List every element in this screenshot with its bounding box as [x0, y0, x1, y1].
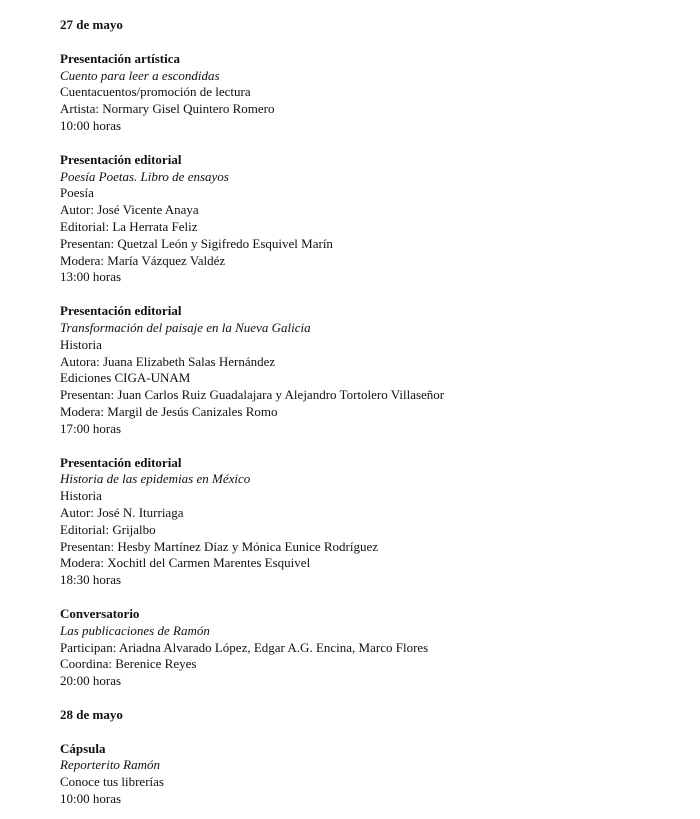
event-detail: Conoce tus librerías	[60, 774, 164, 790]
event-detail: Artista: Normary Gisel Quintero Romero	[60, 101, 275, 117]
event-type: Presentación editorial	[60, 454, 182, 470]
event-title: Transformación del paisaje en la Nueva Galicia	[60, 319, 311, 335]
event-detail: Cuentacuentos/promoción de lectura	[60, 84, 251, 100]
event-time: 20:00 horas	[60, 673, 122, 689]
event-detail: Historia	[60, 488, 102, 504]
event-detail: Presentan: Quetzal León y Sigifredo Esquivel Marín	[60, 235, 333, 251]
event-detail: Editorial: Grijalbo	[60, 521, 156, 537]
event-type: Presentación artística	[60, 50, 180, 66]
event-detail: Autor: José Vicente Anaya	[60, 202, 199, 218]
event-title: Cuento para leer a escondidas	[60, 67, 220, 83]
event-detail: Participan: Ariadna Alvarado López, Edgar A.G. Encina, Marco Flores	[60, 639, 429, 655]
event-detail: Modera: María Vázquez Valdéz	[60, 252, 226, 268]
event-time: 13:00 horas	[60, 269, 122, 285]
event-type: Cápsula	[60, 740, 106, 756]
event-detail: Autora: Juana Elizabeth Salas Hernández	[60, 353, 276, 369]
event-title: Reporterito Ramón	[60, 757, 161, 773]
day-date: 28 de mayo	[60, 706, 123, 722]
event-block	[60, 303, 700, 437]
event-time: 10:00 horas	[60, 791, 122, 807]
event-block	[60, 606, 700, 690]
event-detail: Historia	[60, 336, 102, 352]
event-type: Presentación editorial	[60, 303, 182, 319]
event-detail: Autor: José N. Iturriaga	[60, 504, 184, 520]
event-detail: Presentan: Hesby Martínez Díaz y Mónica Eunice Rodríguez	[60, 538, 379, 554]
event-block	[60, 741, 700, 808]
event-time: 10:00 horas	[60, 117, 122, 133]
event-type: Conversatorio	[60, 605, 140, 621]
event-title: Las publicaciones de Ramón	[60, 622, 210, 638]
event-block	[60, 152, 700, 286]
event-type: Presentación editorial	[60, 151, 182, 167]
event-time: 17:00 horas	[60, 420, 122, 436]
event-detail: Presentan: Juan Carlos Ruiz Guadalajara y Alejandro Tortolero Villaseñor	[60, 387, 445, 403]
event-detail: Poesía	[60, 185, 94, 201]
event-block	[60, 51, 700, 135]
day-date: 27 de mayo	[60, 17, 123, 32]
event-detail: Modera: Margil de Jesús Canizales Romo	[60, 403, 278, 419]
event-detail: Editorial: La Herrata Feliz	[60, 218, 198, 234]
event-detail: Coordina: Berenice Reyes	[60, 656, 197, 672]
event-detail: Modera: Xochitl del Carmen Marentes Esquivel	[60, 555, 311, 571]
event-time: 18:30 horas	[60, 572, 122, 588]
event-title: Poesía Poetas. Libro de ensayos	[60, 168, 229, 184]
event-detail: Ediciones CIGA-UNAM	[60, 370, 191, 386]
event-block	[60, 455, 700, 589]
event-title: Historia de las epidemias en México	[60, 471, 251, 487]
